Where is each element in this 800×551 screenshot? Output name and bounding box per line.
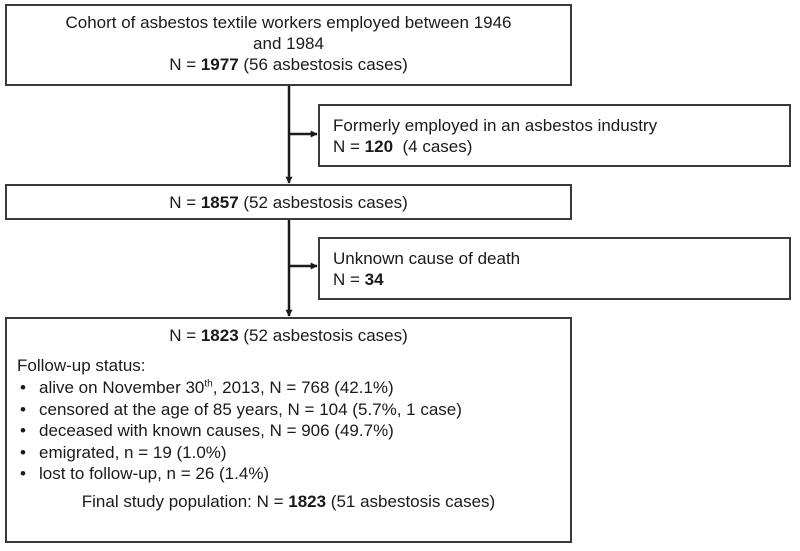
status-alive-pre: alive on November 30	[39, 378, 205, 397]
final-n-value: 1823	[200, 326, 239, 345]
excluded-formerly-n-value: 120	[364, 137, 394, 156]
excluded-unknown-box	[318, 237, 791, 300]
excluded-formerly-count	[333, 136, 789, 157]
final-study-population	[7, 491, 570, 512]
step-1857-n-prefix: N =	[169, 193, 201, 212]
status-censored-text: censored at the age of 85 years, N = 104 (5.7%, 1 case)	[39, 399, 462, 419]
cohort-box	[5, 4, 572, 86]
excluded-unknown-count	[333, 269, 789, 290]
final-population-prefix: Final study population: N =	[81, 491, 289, 511]
status-lost-text: lost to follow-up, n = 26 (1.4%)	[39, 464, 270, 483]
status-item-lost	[17, 463, 570, 485]
excluded-formerly-label: Formerly employed in an asbestos industry	[333, 116, 658, 135]
status-item-censored	[17, 399, 570, 421]
step-1857-n-value: 1857	[200, 193, 239, 212]
excluded-formerly-n-suffix: (4 cases)	[393, 137, 473, 156]
final-population-value: 1823	[288, 491, 327, 511]
cohort-n-prefix: N =	[169, 55, 201, 74]
bullet: •	[20, 464, 26, 483]
cohort-n-suffix: (56 asbestosis cases)	[238, 55, 408, 74]
cohort-count	[7, 54, 570, 75]
final-box-heading	[7, 325, 570, 346]
bullet: •	[20, 378, 26, 397]
final-n-suffix: (52 asbestosis cases)	[238, 326, 408, 345]
final-population-suffix: (51 asbestosis cases)	[326, 491, 496, 511]
excluded-unknown-label: Unknown cause of death	[333, 249, 521, 268]
status-item-emigrated	[17, 442, 570, 464]
status-alive-sup: th	[204, 378, 213, 390]
status-item-deceased	[17, 420, 570, 442]
followup-status-list	[17, 377, 570, 485]
bullet: •	[20, 399, 26, 419]
cohort-n-value: 1977	[200, 55, 239, 74]
bullet: •	[20, 421, 26, 440]
status-emigrated-text: emigrated, n = 19 (1.0%)	[39, 442, 227, 462]
cohort-line1: Cohort of asbestos textile workers employed between 1946	[65, 13, 512, 32]
excluded-formerly-n-prefix: N =	[333, 137, 365, 156]
excluded-formerly-box	[318, 104, 791, 167]
excluded-unknown-n-value: 34	[364, 270, 384, 289]
final-box	[5, 317, 572, 543]
status-deceased-text: deceased with known causes, N = 906 (49.7%)	[39, 421, 394, 440]
step-1857-box	[5, 184, 572, 220]
step-1857-n-suffix: (52 asbestosis cases)	[238, 193, 408, 212]
cohort-line2: and 1984	[253, 34, 324, 53]
bullet: •	[20, 442, 26, 462]
final-n-prefix: N =	[169, 326, 201, 345]
followup-status-label: Follow-up status:	[17, 356, 146, 375]
status-item-alive	[17, 377, 570, 399]
excluded-unknown-n-prefix: N =	[333, 270, 365, 289]
status-alive-post: , 2013, N = 768 (42.1%)	[212, 378, 394, 397]
